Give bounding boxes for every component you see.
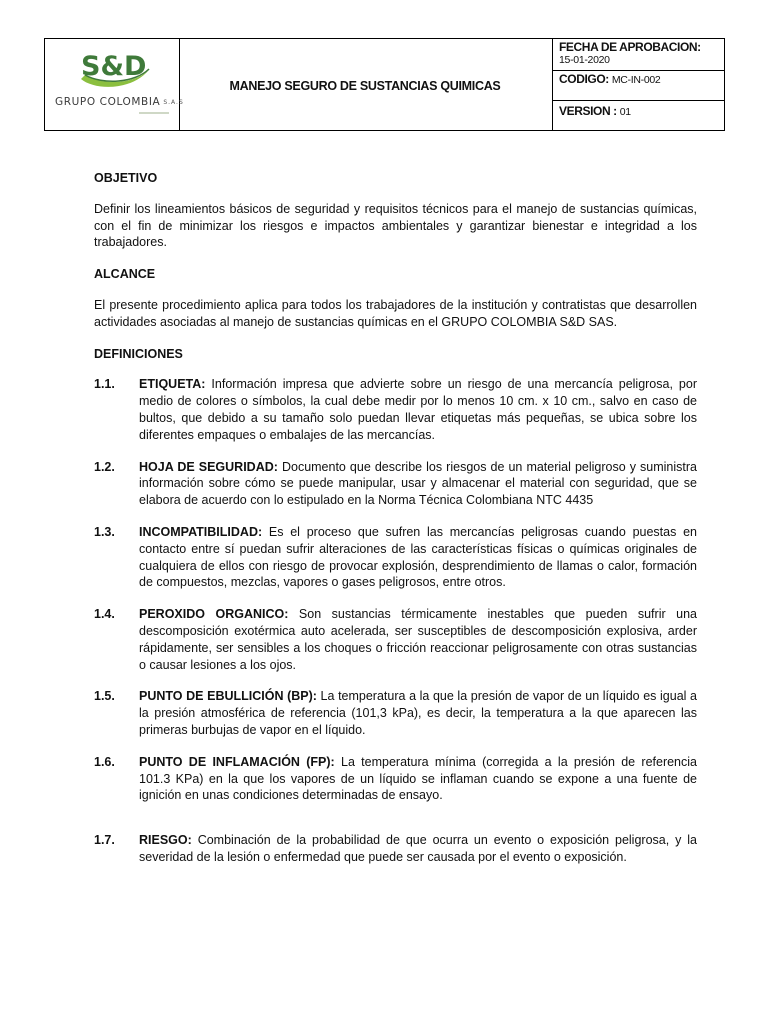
approval-label: FECHA DE APROBACION: [559,40,701,54]
version-value: 01 [619,106,631,118]
definition-text: Combinación de la probabilidad de que ocurra un evento o exposición peligrosa, y la severidad de la lesión o enfermedad que puede ser causada por el evento o exposición. [139,833,697,864]
meta-cell [553,39,724,130]
definition-item [94,606,697,673]
approval-date-row [553,39,724,71]
logo-company-name: GRUPO COLOMBIA S.A.S [55,96,184,108]
definition-term: RIESGO: [139,833,192,848]
definition-text: Información impresa que advierte sobre un riesgo de una mercancía peligrosa, por medio de colores o símbolos, la cual debe medir por lo menos 10 cm. x 10 cm., salvo en caso de bultos, que debido a su tamaño solo puedan llevar etiquetas más pequeñas, se ubica sobre los diferentes empaques o embalajes de las mercancías. [139,377,697,442]
document-body [94,170,697,866]
definition-text: Es el proceso que sufren las mercancías peligrosas cuando puestas en contacto entre sí puedan sufrir alteraciones de las características físicas o químicas originales de cualquiera de ellos con riesgo de provocar explosión, desprendimiento de llamas o calor, formación de compuestos, mezclas, vapores o gases peligrosos, entre otros. [139,524,697,590]
document-header-table [44,38,725,131]
definition-number: 1.7. [94,833,115,848]
definition-term: INCOMPATIBILIDAD: [139,524,263,539]
definition-term: HOJA DE SEGURIDAD: [139,459,278,474]
definition-item [94,832,697,866]
approval-value: 15-01-2020 [559,54,610,66]
objetivo-heading: OBJETIVO [94,171,158,185]
definition-text: Documento que describe los riesgos de un material peligroso y suministra información sobre cómo se puede manipular, usar y almacenar el material con seguridad, que se elabora de acuerdo con lo estipulado en la Norma Técnica Colombiana NTC 4435 [139,459,697,508]
definition-text: La temperatura mínima (corregida a la presión de referencia 101.3 KPa) en la que los vapores de un líquido se inflaman cuando se expone a una fuente de ignición en unas condiciones determinadas de ensayo. [139,754,697,803]
definition-number: 1.6. [94,754,115,769]
code-row [553,71,724,101]
alcance-heading: ALCANCE [94,267,156,282]
definition-text: Son sustancias térmicamente inestables que pueden sufrir una descomposición exotérmica auto acelerada, ser susceptibles de descomposición explosiva, arder rápidamente, ser sensibles a los choques o fricción reaccionar peligrosamente con otras sustancias o causar lesiones a los ojos. [139,607,698,672]
logo-cell [45,39,184,130]
definition-term: ETIQUETA: [139,377,206,392]
definition-item [94,459,697,509]
logo-tagline-line [139,112,169,114]
objetivo-paragraph: Definir los lineamientos básicos de seguridad y requisitos técnicos para el manejo de sustancias químicas, con el fin de minimizar los riesgos e impactos ambientales y garantizar bienestar e integridad a los trabajadores. [94,201,697,250]
company-logo [75,45,155,95]
logo-main-text: S&D [81,51,147,82]
definition-term: PUNTO DE INFLAMACIÓN (FP): [139,754,335,769]
code-label: CODIGO: [559,72,609,86]
code-value: MC-IN-002 [611,74,661,86]
definition-number: 1.2. [94,459,115,474]
definition-number: 1.3. [94,524,115,539]
definition-item [94,754,697,804]
definition-term: PUNTO DE EBULLICIÓN (BP): [139,689,317,704]
definition-text: La temperatura a la que la presión de vapor de un líquido es igual a la presión atmosférica de referencia (101,3 kPa), es decir, la temperatura a la que aparecen las primeras burbujas de vapor en el líquido. [139,689,697,737]
definition-item [94,688,697,738]
definition-item [94,376,697,443]
definition-number: 1.1. [94,377,115,392]
alcance-paragraph: El presente procedimiento aplica para todos los trabajadores de la institución y contratistas que desarrollen actividades asociadas al manejo de sustancias químicas en el GRUPO COLOMBIA S&D SAS. [94,297,697,329]
version-label: VERSION : [559,104,617,118]
definition-term: PEROXIDO ORGANICO: [139,607,289,622]
document-title: MANEJO SEGURO DE SUSTANCIAS QUIMICAS [229,79,501,93]
title-cell [180,39,553,130]
definition-number: 1.5. [94,689,115,704]
definiciones-heading: DEFINICIONES [94,346,183,361]
version-row [553,101,724,130]
definition-item [94,524,697,591]
definition-number: 1.4. [94,607,115,622]
